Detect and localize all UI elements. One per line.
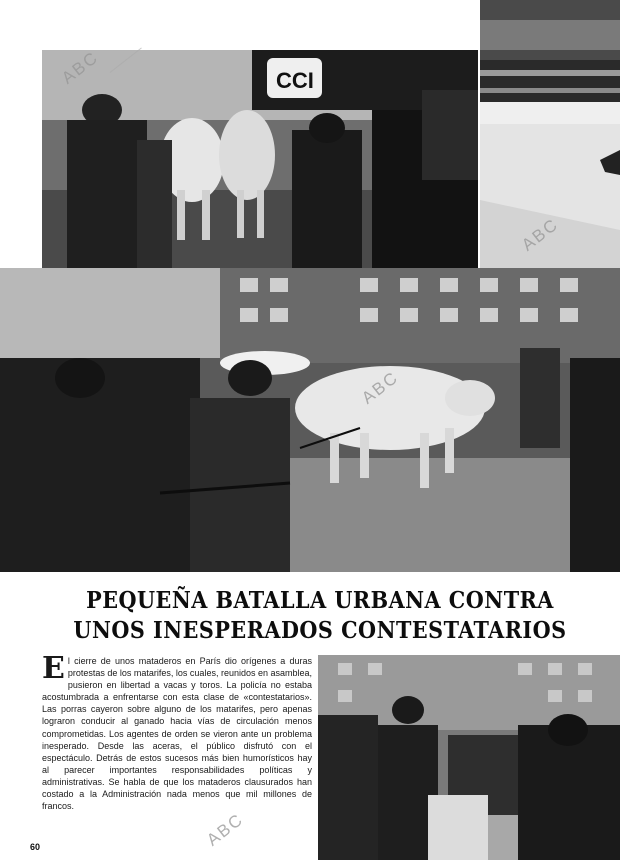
article-text: l cierre de unos mataderos en París dio orígenes a duras protestas de los matarifes, los cuales, reunidos en asamblea, pusieron en libertad a vacas y toros. La policía no estaba acostumbrada a enfrentarse con esta clase de «contestatarios». Las porras cayeron sobre alguno de los matarifes, pero apenas lograron conducir al ganado hacia vías de circulación menos comprometidas. Los agentes de orden se vieron ante un problema inesperado. Desde las aceras, el público disfrutó con el espectáculo. Detrás de estos sucesos más bien humorísticos hay al parecer importantes responsabilidades políticas y administrativas. Se habla de que los mataderos clausurados han costado a la Administración nada menos que mil millones de francos. <box>42 656 313 812</box>
photo-sign-text: CCI <box>276 68 314 93</box>
headline <box>40 586 600 646</box>
watermark-abc: ABC <box>358 367 403 408</box>
photo-police-cattle <box>0 268 620 572</box>
article-dropcap: E <box>42 651 65 686</box>
photo-embankment <box>480 0 620 268</box>
watermark-abc: ABC <box>58 47 103 88</box>
watermark-abc: ABC <box>518 214 563 255</box>
photo-crowd-scuffle <box>318 655 620 860</box>
page-number: 60 <box>30 842 41 852</box>
photo-cattle-street <box>42 47 478 268</box>
photo-cattle-street-image <box>42 47 478 268</box>
headline-line-1: PEQUEÑA BATALLA URBANA CONTRA <box>86 587 554 614</box>
article-body <box>42 651 313 812</box>
photo-police-cattle-image <box>0 268 620 572</box>
headline-line-2: UNOS INESPERADOS CONTESTATARIOS <box>73 617 567 644</box>
photo-crowd-scuffle-image <box>318 655 620 860</box>
photo-embankment-image <box>480 0 620 268</box>
watermark-abc: ABC <box>203 809 248 850</box>
